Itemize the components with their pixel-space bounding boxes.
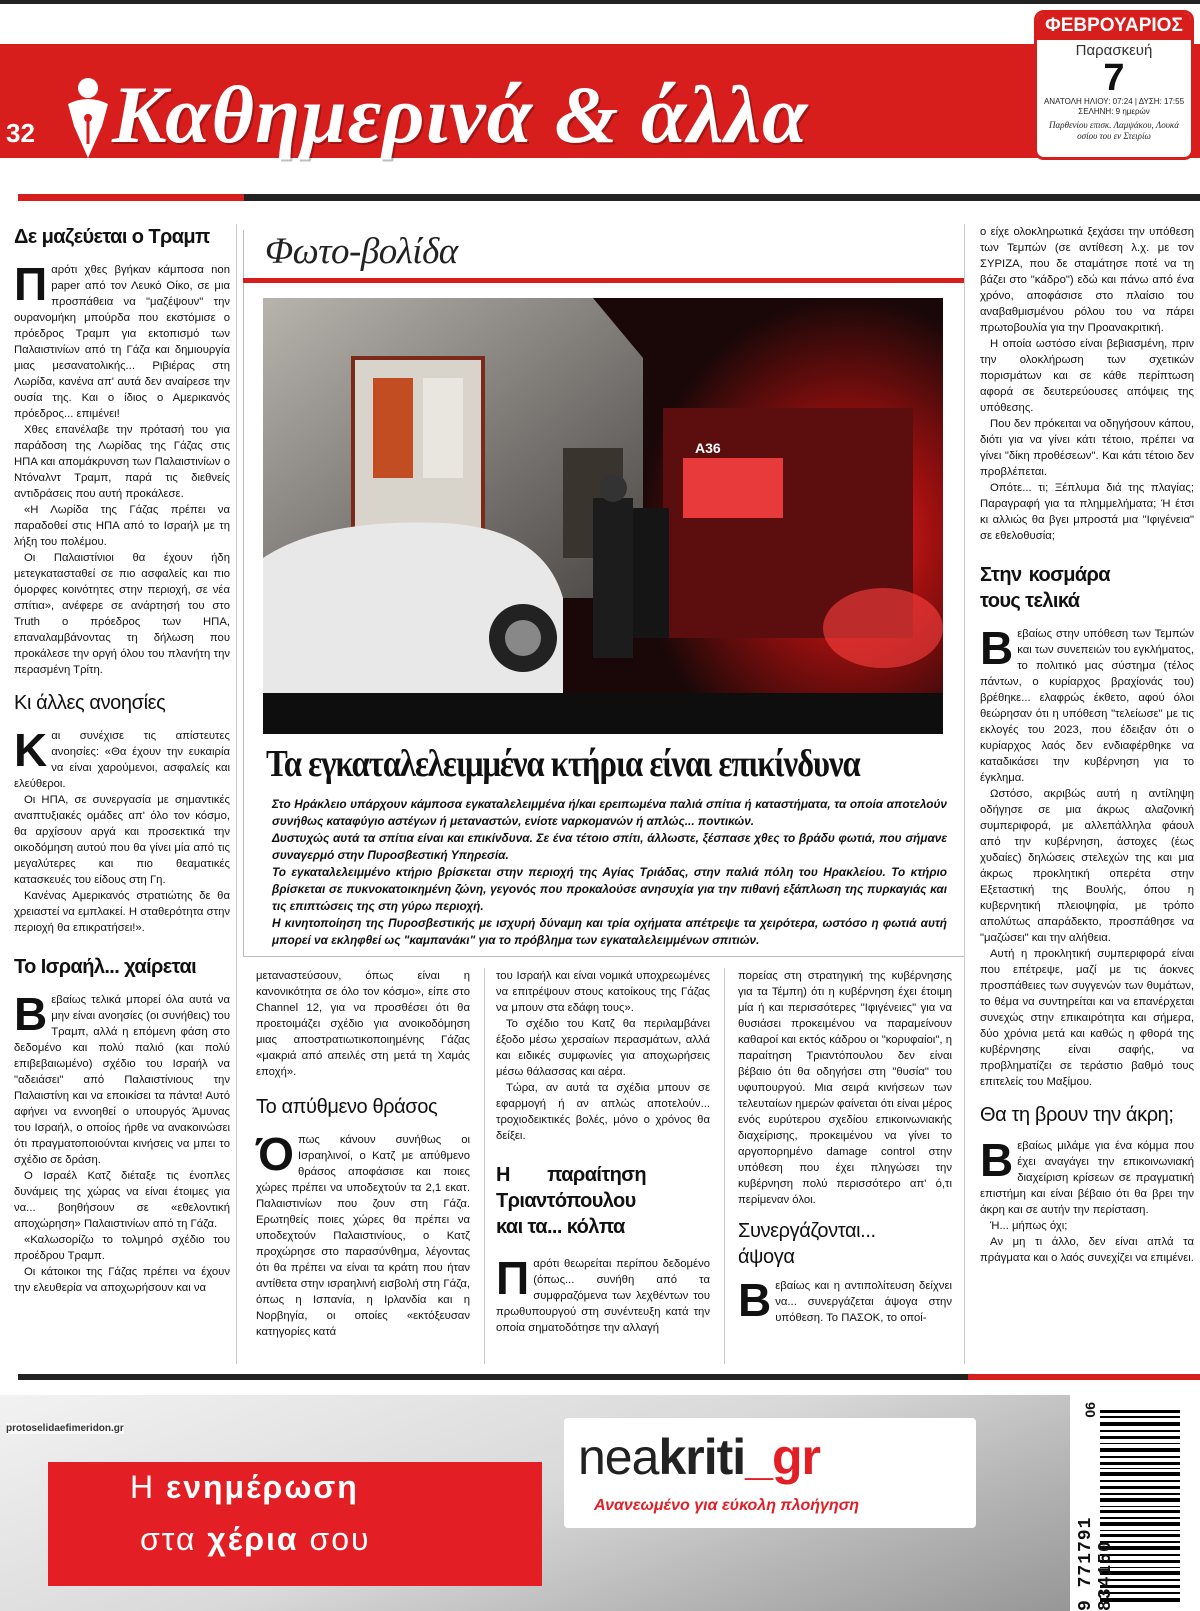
paragraph-text: αρότι χθες βγήκαν κάμποσα non paper από τον Λευκό Οίκο, σε μια προσπάθεια να "μαζέψουν" την ουρανομήκη μπούρδα που εκστόμισε ο πρόεδρος Τραμπ για εκτοπισμό των Παλαιστινίων από τη Γάζα και δημιουργία μιας μεσανατολικής... Ριβιέρας στη Λωρίδα, κανένα απ' αυτά δεν αναίρεσε την ουσία της. Και ο ίδιος ο Αμερικανός πρόεδρος... επιμένει! — [14, 264, 230, 420]
masthead-title: Καθημερινά & άλλα — [112, 69, 809, 160]
page-number: 32 — [6, 118, 35, 148]
paragraph: Δυστυχώς αυτά τα σπίτια είναι και επικίνδυνα. Σε ένα τέτοιο σπίτι, άλλωστε, ξέσπασε χθες το βράδυ φωτιά, που σήμανε συναγερμό στην Πυροσβεστική Υπηρεσία. — [272, 831, 947, 862]
logo-part: _gr — [745, 1429, 820, 1485]
feature-frame-bottom — [243, 956, 965, 957]
paragraph: Η κινητοποίηση της Πυροσβεστικής με ισχυρή δύναμη και τρία οχήματα απέτρεψε τα χειρότερα, ωστόσο η φωτιά αυτή μπορεί να εκληφθεί ως "καμπανάκι" για το πρόβλημα των εγκαταλελειμμένων σπιτιών. — [272, 916, 947, 947]
feature-text — [272, 796, 947, 949]
paragraph: Οι κάτοικοι της Γάζας πρέπει να έχουν την ελευθερία να αποχωρήσουν και να — [14, 1266, 230, 1294]
column-4 — [738, 968, 952, 1326]
paragraph: Ή... μήπως όχι; — [990, 1220, 1068, 1232]
sunrise-sunset: ΑΝΑΤΟΛΗ ΗΛΙΟΥ: 07:24 | ΔΥΣΗ: 17:55 — [1043, 97, 1185, 106]
date-day-number: 7 — [1103, 57, 1125, 99]
subheading: Κι άλλες ανοησίες — [14, 692, 166, 714]
paragraph-text: εβαίως στην υπόθεση των Τεμπών και των συνεπειών του εγκλήματος, το πολιτικό μας σύστημα (τέλος πάντων, ο κυρίαρχος βραχίονάς του) βρέθηκε... ελαφρώς έκθετο, αφού όλοι θεώρησαν ότι η υπόθεση "τελείωσε" με τις εκλογές του 2023, που έδειξαν ότι ο κυρίαρχος λαός δεν ενδιαφέρθηκε να καταδικάσει την κυβέρνηση για το έγκλημα. — [980, 628, 1194, 784]
logo-part: kriti — [658, 1429, 746, 1485]
issue-number: 06 — [1082, 1402, 1098, 1418]
paragraph: Αυτή η προκλητική συμπεριφορά είναι που επέτρεψε, μαζί με τις άοκνες προσπάθειες των συγγενών των θυμάτων, το θέμα να συντηρείται και να επανέρχεται συνεχώς στην επικαιρότητα και σήμερα, δύο χρόνια μετά και καθώς η φθορά της κυβέρνησης είναι σαφής, να προβληματίζει σε τεράστιο βαθμό τους επιτελείς του Μαξίμου. — [980, 948, 1194, 1088]
date-weekday: Παρασκευή — [1075, 42, 1153, 59]
drop-cap: Ό — [256, 1128, 294, 1180]
ad-slogan-line-2 — [140, 1521, 370, 1558]
paragraph: Χθες επανέλαβε την πρότασή του για παράδοση της Λωρίδας της Γάζας στις ΗΠΑ και απομάκρυνση των Παλαιστινίων ο Ντόναλντ Τραμπ, παρά τις διεθνείς αντιδράσεις που αυτή προκάλεσε. — [14, 424, 230, 500]
column-divider — [236, 224, 237, 1364]
column-2 — [256, 968, 470, 1340]
column-divider — [964, 224, 965, 1364]
column-5 — [980, 224, 1194, 1266]
paragraph: Τώρα, αν αυτά τα σχέδια μπουν σε εφαρμογή ή αν απλώς αποτελούν... τροχιοδεικτικές βολές, μόνο ο χρόνος θα δείξει. — [496, 1082, 710, 1142]
paragraph: Ωστόσο, ακριβώς αυτή η αντίληψη οδήγησε σε μια άκρως αλαζονική συμπεριφορά, με αλλεπάλληλα φάουλ από την κυβέρνηση, άστοχες (έως χυδαίες) δηλώσεις στελεχών της και μια άκρως προκλητική οπερέτα στην Εξεταστική της Βουλής, όπου η κυβερνητική πλειοψηφία, με τρόπο απολύτως απαράδεκτο, προσπάθησε να "μαζώσει" και την αλήθεια. — [980, 788, 1194, 944]
drop-cap: Π — [14, 258, 48, 310]
paragraph: Αν μη τι άλλο, δεν είναι απλά τα πράγματα και ο λαός συνεχίζει να επιμένει. — [980, 1236, 1194, 1264]
drop-cap: Β — [980, 1134, 1014, 1186]
drop-cap: Β — [14, 988, 48, 1040]
paragraph: Κανένας Αμερικανός στρατιώτης δε θα χρειαστεί να εμπλακεί. Η σταθερότητα στην περιοχή θα επικρατήσει!». — [14, 890, 230, 934]
paragraph — [14, 258, 230, 422]
paragraph: μεταναστεύσουν, όπως είναι η κανονικότητα σε όλο τον κόσμο», είπε στο Channel 12, για να προσθέσει ότι θα προετοιμάζει σχέδιο για ανοικοδόμηση μιας αποστρατιωτικοποιημένης Γάζας «μακριά από απειλές στη μετά τη Χαμάς εποχή». — [256, 970, 470, 1078]
drop-cap: Π — [496, 1252, 530, 1304]
section-rule-accent — [18, 194, 244, 201]
paragraph: Η οποία ωστόσο είναι βεβιασμένη, πριν την ολοκλήρωση των σχετικών πορισμάτων και σε κάθε περίπτωση αφορά σε δευτερεύουσες απόψεις της υπόθεσης. — [980, 338, 1194, 414]
barcode-number: 9 771791 834150 — [1076, 1516, 1116, 1611]
top-rule — [0, 0, 1200, 4]
date-box — [1034, 10, 1194, 160]
paragraph — [14, 724, 230, 792]
paragraph-text: εβαίως τελικά μπορεί όλα αυτά να μην είναι ανοησίες (οι συνήθεις) του Τραμπ, αλλά η επόμενη φάση στο δεδομένο και πολύ παλιό (και πολύ επιβεβαιωμένο) σχέδιο του Ισραήλ να "αδειάσει" από Παλαιστίνιους την Παλαιστίνη και να εποικίσει τα πάντα! Αυτό αφήνει να εννοηθεί ο υπουργός Άμυνας του Ισραήλ, ο οποίος ήρθε να ανακοινώσει ότι πραγματοποιούνται κινήσεις να μπει το σχέδιο σε δράση. — [14, 994, 230, 1166]
paragraph: Το εγκαταλελειμμένο κτήριο βρίσκεται στην περιοχή της Αγίας Τριάδας, στην παλιά πόλη του Ηρακλείου. Το κτήριο βρίσκεται σε πυκνοκατοικημένη ζώνη, γεγονός που προκαλούσε ανησυχία για την πιθανή εξάπλωση της πυρκαγιάς και τις επιπτώσεις της στη γύρω περιοχή. — [272, 865, 947, 913]
paragraph — [980, 622, 1194, 786]
site-watermark: protoselidaefimeridon.gr — [6, 1423, 124, 1434]
paragraph: Ο Ισραέλ Κατζ διέταξε τις ένοπλες δυνάμεις της χώρας να είναι έτοιμες για να... βοηθήσουν σε «εθελοντική αποχώρηση» Παλαιστινίων από τη Γάζα. — [14, 1170, 230, 1230]
article-heading: Δε μαζεύεται ο Τραμπ — [14, 226, 210, 248]
paragraph: Το σχέδιο του Κατζ θα περιλαμβάνει έξοδο μέσω χερσαίων περασμάτων, αλλά και ειδικές συμφωνίες για αποχωρήσεις μέσω θάλασσας και αέρα. — [496, 1018, 710, 1078]
paragraph-text: εβαίως μιλάμε για ένα κόμμα που έχει αναγάγει την επικοινωνιακή διαχείριση κρίσεων σε πραγματική επιστήμη και είναι βέβαιο ότι θα βρει την άκρη και σε αυτήν την περίσταση. — [980, 1140, 1194, 1216]
paragraph — [496, 1252, 710, 1336]
moon-phase: ΣΕΛΗΝΗ: 9 ημερών — [1078, 107, 1150, 116]
neakriti-logo — [578, 1428, 820, 1486]
paragraph: ο είχε ολοκληρωτικά ξεχάσει την υπόθεση των Τεμπών (σε αντίθεση λ.χ. με τον ΣΥΡΙΖΑ, που δε σταμάτησε ποτέ να τη βάζει στο "κάδρο") εδώ και πάνω από ένα χρόνο, αποφάσισε στο πλαίσιο του αναβαθμισμένου ρόλου του να πάρει πρωτοβουλία για την Προανακριτική. — [980, 226, 1194, 334]
footer-rule-accent — [968, 1374, 1200, 1380]
subheading: Θα τη βρουν την άκρη; — [980, 1104, 1174, 1126]
ad-text-bold: ενημέρωση — [166, 1469, 359, 1505]
ad-text: σου — [298, 1521, 371, 1557]
ad-slogan-line-1 — [130, 1469, 359, 1506]
drop-cap: Κ — [14, 724, 48, 776]
logo-part: nea — [578, 1429, 659, 1485]
paragraph: Που δεν πρόκειται να οδηγήσουν κάπου, διότι για να γίνει κάτι τέτοιο, πρέπει να γίνει "δίκη προθέσεων". Και κάτι τέτοιο δεν προβλέπεται. — [980, 418, 1194, 478]
paragraph — [738, 1274, 952, 1326]
paragraph — [256, 1128, 470, 1340]
date-month: ΦΕΒΡΟΥΑΡΙΟΣ — [1037, 13, 1191, 40]
paragraph: «Η Λωρίδα της Γάζας πρέπει να παραδοθεί στις ΗΠΑ από το Ισραήλ με τη λήξη του πολέμου. — [14, 504, 230, 548]
fire-scene-photo — [263, 298, 943, 734]
paragraph: Οι Παλαιστίνιοι θα έχουν ήδη μετεγκατασταθεί σε πιο ασφαλείς και πιο όμορφες κοινότητες στην περιοχή, σε νέα σπίτια», ανέφερε σε ανάρτησή του στο Truth ο πρόεδρος των ΗΠΑ, επαναλαμβάνοντας τη δήλωση που προκάλεσε την οργή όλου του πλανήτη την περασμένη Τρίτη. — [14, 552, 230, 676]
ad-text-bold: χέρια — [207, 1521, 299, 1557]
ad-text: Η — [130, 1469, 166, 1505]
paragraph: Στο Ηράκλειο υπάρχουν κάμποσα εγκαταλελειμμένα ή/και ερειπωμένα παλιά σπίτια ή καταστήματα, τα οποία αποτελούν συνήθως καταφύγιο αστέγων ή μεταναστών, ενίοτε ναρκομανών ή απλώς... ποντικών. — [272, 797, 947, 828]
drop-cap: Β — [980, 622, 1014, 674]
drop-cap: Β — [738, 1274, 772, 1326]
ad-tagline: Ανανεωμένο για εύκολη πλοήγηση — [594, 1497, 860, 1514]
saints-of-day: Παρθενίου επισκ. Λαμψάκου, Λουκά οσίου του εν Στειρίω — [1049, 120, 1179, 141]
column-divider — [724, 968, 725, 1364]
subheading: Στην κοσμάρα τους τελικά — [980, 564, 1110, 612]
paragraph-text: αρότι θεωρείται περίπου δεδομένο (όπως... συνήθη από τα συμφραζόμενα των λεχθέντων του πρωθυπουργού στη συνέντευξη κατά την οποία σηματοδότησε την αλλαγή — [496, 1258, 710, 1334]
feature-headline: Τα εγκαταλελειμμένα κτήρια είναι επικίνδυνα — [266, 743, 860, 785]
subheading: Το απύθμενο θράσος — [256, 1096, 438, 1118]
column-3 — [496, 968, 710, 1336]
subheading: Συνεργάζονται... άψογα — [738, 1220, 876, 1268]
paragraph: του Ισραήλ και είναι νομικά υποχρεωμένες να επιτρέψουν στους κατοίκους της Γάζας να μπουν στα εδάφη τους». — [496, 970, 710, 1014]
paragraph — [14, 988, 230, 1168]
truck-plate: A36 — [695, 440, 721, 456]
paragraph-text: εβαίως και η αντιπολίτευση δείχνει να... συνεργάζεται άψογα στην υπόθεση. Το ΠΑΣΟΚ, το οποί- — [775, 1280, 952, 1324]
paragraph — [980, 1134, 1194, 1218]
subheading: Το Ισραήλ... χαίρεται — [14, 956, 197, 978]
feature-frame — [243, 230, 244, 956]
feature-rule — [243, 278, 965, 283]
column-divider — [484, 968, 485, 1364]
paragraph-text: πως κάνουν συνήθως οι Ισραηλινοί, ο Κατζ με απύθμενο θράσος αποφάσισε και ποιες χώρες πρέπει να υποδεχτούν τα 2,1 εκατ. Παλαιστινίων που ζουν στη Γάζα. Ερωτηθείς ποιες χώρες θα πρέπει να υποδεχτούν Παλαιστινίους, ο Κατζ προχώρησε στο παρασύνθημα, λέγοντας ότι θα πρέπει να είναι τα κράτη που ήταν αντίθετα στην ισραηλινή εισβολή στη Γάζα, όπως η Ισπανία, η Ιρλανδία και η Νορβηγία, οι οποίες «εκτόξευσαν κατηγορίες κατά — [256, 1134, 470, 1338]
column-1 — [14, 224, 230, 1296]
paragraph: Οι ΗΠΑ, σε συνεργασία με σημαντικές αναπτυξιακές ομάδες απ' όλο τον κόσμο, θα αρχίσουν αργά και προσεκτικά την οικοδόμηση αυτού που θα γίνει μία από τις μεγαλύτερες και πιο θεαματικές κατασκευές του είδους στη Γη. — [14, 794, 230, 886]
pen-nib-logo-icon — [58, 74, 118, 158]
ad-text: στα — [140, 1521, 208, 1557]
paragraph: πορείας στη στρατηγική της κυβέρνησης για τα Τέμπη) ότι η κυβέρνηση έχει έτοιμη μία ή και περισσότερες "Ιφιγένειες" για να θυσιάσει προκειμένου να παραμείνουν καθαροί και εκτός κάδρου οι "κορυφαίοι", η παραίτηση Τριαντόπουλου δεν είναι βέβαιο ότι θα οδηγήσει στη "θυσία" του υφυπουργού. Μια σειρά κινήσεων των τελευταίων ημερών φαίνεται ότι είναι μέρος ενός ευρύτερου σχεδίου επικοινωνιακής διαχείρισης, προκειμένου να γίνει το αργοπορημένο damage control στην υπόθεση που έχει πληγώσει την κυβέρνηση πολύ περισσότερο απ' ό,τι περίμεναν όλοι. — [738, 970, 953, 1206]
feature-kicker: Φωτο-βολίδα — [265, 231, 458, 272]
subheading: Η παραίτηση Τριαντόπουλου και τα... κόλπα — [496, 1164, 646, 1238]
paragraph: «Καλωσορίζω το τολμηρό σχέδιο του προέδρου Τραμπ. — [14, 1234, 230, 1262]
paragraph: Οπότε... τι; Ξέπλυμα διά της πλαγίας; Παραγραφή για τα πλημμελήματα; Ή έτσι κι αλλιώς θα βγει μπροστά μια "Ιφιγένεια" σε εθελοθυσία; — [980, 482, 1194, 542]
paragraph-text: αι συνέχισε τις απίστευτες ανοησίες: «Θα έχουν την ευκαιρία να είναι χαρούμενοι, ασφαλείς και ελεύθεροι. — [14, 730, 230, 790]
